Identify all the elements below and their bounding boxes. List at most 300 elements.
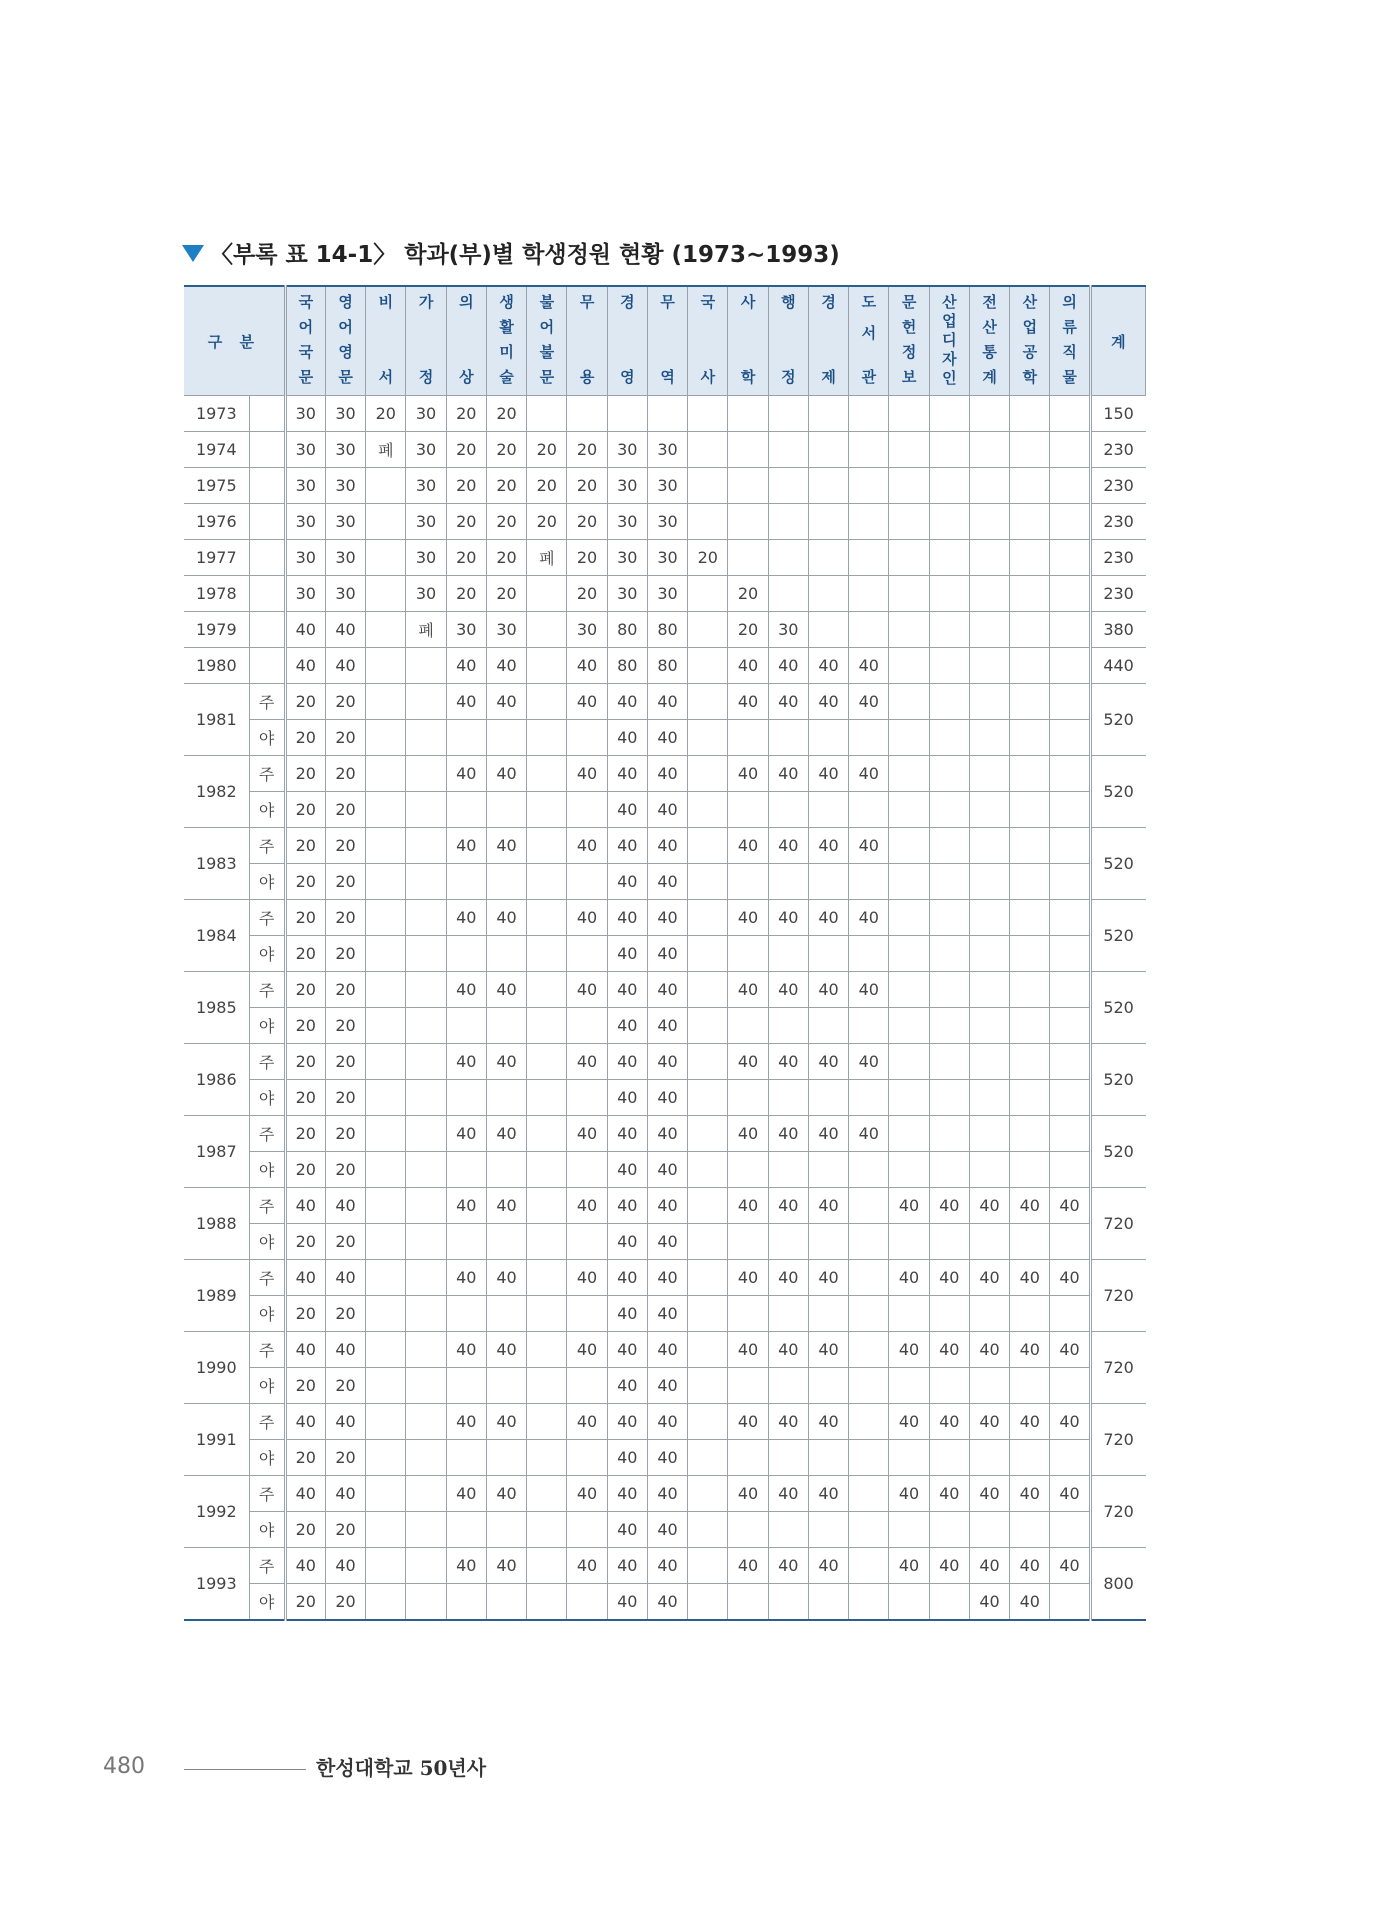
quota-cell: 30 [647,540,687,576]
quota-cell [1050,828,1090,864]
quota-cell [929,1368,969,1404]
header-char: 도 [861,293,877,311]
quota-cell: 20 [285,864,325,900]
quota-cell: 20 [325,1584,365,1621]
quota-cell: 30 [285,468,325,504]
quota-cell: 40 [607,864,647,900]
quota-cell [366,1080,406,1116]
quota-cell [446,1440,486,1476]
quota-cell: 40 [808,684,848,720]
quota-cell [808,936,848,972]
total-cell: 800 [1090,1548,1145,1621]
quota-cell [567,720,607,756]
quota-cell [527,1224,567,1260]
quota-cell: 30 [325,432,365,468]
quota-cell: 40 [647,684,687,720]
quota-cell [486,1512,526,1548]
quota-cell: 80 [647,612,687,648]
quota-cell [929,720,969,756]
total-cell: 520 [1090,1044,1145,1116]
quota-cell [1050,648,1090,684]
header-char: 디 [942,331,957,349]
quota-cell: 30 [607,504,647,540]
quota-cell [768,1368,808,1404]
total-cell: 380 [1090,612,1145,648]
quota-cell [969,684,1009,720]
quota-cell [366,1260,406,1296]
table-row [184,936,1146,972]
quota-cell: 40 [607,828,647,864]
header-char: 영 [620,367,635,386]
quota-cell [486,720,526,756]
year-cell: 1976 [184,504,249,540]
table-header-row [184,286,1146,396]
quota-cell: 20 [285,1296,325,1332]
quota-cell: 20 [285,720,325,756]
table-row [184,756,1146,792]
quota-cell: 40 [849,1044,889,1080]
quota-cell [969,1152,1009,1188]
quota-cell: 40 [285,612,325,648]
quota-cell: 40 [567,900,607,936]
table-row [184,972,1146,1008]
quota-cell [688,1332,728,1368]
quota-cell [688,612,728,648]
quota-cell [446,720,486,756]
quota-cell [929,1152,969,1188]
table-title [182,232,840,272]
quota-cell [768,792,808,828]
quota-cell: 40 [607,684,647,720]
quota-cell: 40 [325,1404,365,1440]
total-cell: 520 [1090,972,1145,1044]
quota-cell: 40 [446,1476,486,1512]
quota-cell [366,1224,406,1260]
quota-cell: 40 [849,1116,889,1152]
header-char: 문 [901,293,917,311]
quota-cell: 40 [647,828,687,864]
quota-cell: 20 [728,576,768,612]
quota-cell [1050,540,1090,576]
quota-cell [688,1368,728,1404]
quota-cell: 40 [607,1224,647,1260]
quota-cell [969,396,1009,432]
header-char: 비 [378,293,394,311]
quota-cell: 40 [325,1476,365,1512]
quota-cell: 40 [728,1188,768,1224]
quota-cell [567,396,607,432]
quota-cell: 40 [728,1260,768,1296]
quota-cell [808,1224,848,1260]
quota-cell [366,1548,406,1584]
quota-cell: 20 [446,468,486,504]
quota-cell [688,1296,728,1332]
quota-cell [1010,864,1050,900]
session-cell: 야 [249,1512,285,1548]
quota-cell [688,576,728,612]
quota-cell: 40 [768,648,808,684]
quota-cell [889,1368,929,1404]
total-cell: 440 [1090,648,1145,684]
quota-cell: 40 [647,972,687,1008]
quota-cell [929,1044,969,1080]
header-department [285,286,325,396]
quota-cell [849,504,889,540]
quota-cell [808,1584,848,1621]
quota-cell [688,1260,728,1296]
quota-cell: 40 [486,972,526,1008]
quota-cell [849,720,889,756]
quota-cell [406,972,446,1008]
quota-cell: 20 [325,1044,365,1080]
quota-cell [768,864,808,900]
quota-cell [446,1296,486,1332]
quota-cell: 20 [486,540,526,576]
quota-cell: 40 [567,1548,607,1584]
quota-cell: 40 [607,756,647,792]
quota-cell [527,900,567,936]
quota-cell [849,1548,889,1584]
total-cell: 520 [1090,900,1145,972]
quota-cell [527,792,567,828]
header-department [527,286,567,396]
quota-cell [889,792,929,828]
quota-cell: 40 [647,720,687,756]
quota-cell [406,936,446,972]
quota-cell: 40 [808,828,848,864]
quota-cell: 20 [527,468,567,504]
year-cell: 1991 [184,1404,249,1476]
table-row [184,1224,1146,1260]
quota-cell [688,1044,728,1080]
header-char: 국 [700,293,716,311]
total-cell: 720 [1090,1332,1145,1404]
quota-cell: 30 [325,540,365,576]
quota-cell: 40 [325,1188,365,1224]
table-row [184,612,1146,648]
session-cell [249,504,285,540]
quota-cell [969,1080,1009,1116]
header-char: 산 [942,293,957,311]
table-row [184,828,1146,864]
quota-cell: 40 [446,648,486,684]
quota-cell [1010,1224,1050,1260]
quota-cell [527,1152,567,1188]
quota-cell: 40 [446,756,486,792]
quota-cell [969,612,1009,648]
quota-cell: 20 [486,432,526,468]
quota-cell [486,1152,526,1188]
quota-cell: 40 [929,1404,969,1440]
quota-cell: 40 [486,828,526,864]
quota-cell [1050,1440,1090,1476]
table-row [184,864,1146,900]
quota-cell [889,684,929,720]
header-char: 경 [821,293,836,311]
quota-cell [1050,792,1090,828]
header-char: 무 [660,293,675,311]
quota-cell: 80 [607,648,647,684]
quota-cell [1010,828,1050,864]
quota-cell: 40 [728,1116,768,1152]
quota-cell: 40 [768,684,808,720]
quota-cell [889,396,929,432]
quota-cell: 40 [567,684,607,720]
quota-cell [929,936,969,972]
quota-cell: 40 [607,900,647,936]
quota-cell: 20 [325,1116,365,1152]
quota-cell [688,828,728,864]
quota-cell [406,900,446,936]
quota-cell [567,1152,607,1188]
year-cell: 1987 [184,1116,249,1188]
header-char: 통 [982,343,997,361]
quota-cell: 20 [325,1368,365,1404]
book-title: 한성대학교 50년사 [316,1756,487,1780]
header-department [446,286,486,396]
quota-cell: 20 [285,936,325,972]
quota-cell: 20 [285,828,325,864]
quota-cell: 40 [325,648,365,684]
quota-cell: 40 [607,1440,647,1476]
quota-cell: 40 [486,900,526,936]
quota-cell: 40 [1050,1188,1090,1224]
total-cell: 520 [1090,1116,1145,1188]
quota-cell [849,612,889,648]
quota-cell: 40 [1010,1584,1050,1621]
quota-cell [527,828,567,864]
quota-cell [808,1440,848,1476]
quota-cell [969,576,1009,612]
quota-cell [688,900,728,936]
quota-cell: 40 [768,1260,808,1296]
quota-cell [1010,1296,1050,1332]
quota-cell: 폐 [366,432,406,468]
header-char: 문 [338,368,353,386]
quota-cell [366,1440,406,1476]
quota-cell [688,1008,728,1044]
quota-cell [1050,756,1090,792]
quota-cell: 40 [567,1044,607,1080]
quota-cell: 40 [647,1440,687,1476]
quota-cell: 40 [728,1404,768,1440]
quota-cell [688,648,728,684]
quota-cell [1050,1368,1090,1404]
quota-cell [486,1584,526,1621]
quota-cell [366,900,406,936]
quota-cell: 40 [285,648,325,684]
quota-cell: 40 [647,1008,687,1044]
quota-cell: 20 [446,432,486,468]
quota-cell [1010,1008,1050,1044]
quota-cell [1010,648,1050,684]
quota-cell [527,1116,567,1152]
quota-cell [849,1224,889,1260]
total-cell: 230 [1090,432,1145,468]
quota-cell: 40 [768,1476,808,1512]
table-row [184,1332,1146,1368]
quota-cell [728,1512,768,1548]
quota-cell [446,1512,486,1548]
session-cell: 야 [249,1368,285,1404]
quota-cell [728,936,768,972]
quota-cell: 30 [486,612,526,648]
header-char: 의 [459,293,474,311]
quota-cell [969,936,1009,972]
quota-cell: 폐 [527,540,567,576]
quota-cell [728,396,768,432]
quota-cell [1010,1080,1050,1116]
quota-cell: 40 [929,1188,969,1224]
quota-cell [728,468,768,504]
quota-cell: 20 [285,1008,325,1044]
quota-cell: 30 [607,576,647,612]
quota-cell [366,972,406,1008]
quota-cell: 40 [567,972,607,1008]
quota-cell: 40 [647,1188,687,1224]
header-char: 용 [579,367,595,386]
quota-cell: 20 [285,1512,325,1548]
quota-cell [929,540,969,576]
quota-cell [728,1368,768,1404]
session-cell: 야 [249,936,285,972]
quota-cell: 40 [567,1476,607,1512]
quota-cell [688,468,728,504]
quota-cell [688,1548,728,1584]
quota-cell [768,1008,808,1044]
total-cell: 720 [1090,1404,1145,1476]
quota-cell [688,504,728,540]
quota-cell [929,1008,969,1044]
quota-cell [969,972,1009,1008]
header-char: 관 [861,367,877,386]
quota-cell [808,1152,848,1188]
quota-cell [1050,468,1090,504]
quota-cell [849,1152,889,1188]
quota-cell [889,972,929,1008]
quota-cell [808,1008,848,1044]
quota-cell: 40 [486,1116,526,1152]
quota-cell: 20 [325,864,365,900]
header-department [647,286,687,396]
quota-cell: 20 [285,756,325,792]
table-row [184,648,1146,684]
quota-cell [768,1224,808,1260]
quota-cell [768,936,808,972]
quota-cell [728,1296,768,1332]
quota-cell: 40 [808,756,848,792]
quota-cell: 40 [647,1260,687,1296]
quota-cell: 40 [285,1548,325,1584]
quota-cell [366,576,406,612]
table-row [184,1476,1146,1512]
session-cell: 야 [249,1080,285,1116]
quota-cell: 20 [285,684,325,720]
quota-cell: 40 [647,1152,687,1188]
quota-cell [1010,756,1050,792]
quota-cell [849,1296,889,1332]
quota-cell: 20 [325,1008,365,1044]
quota-cell [406,1080,446,1116]
quota-cell [969,864,1009,900]
header-char: 계 [982,368,997,386]
quota-cell: 30 [406,540,446,576]
quota-cell: 30 [768,612,808,648]
quota-cell [808,576,848,612]
quota-cell: 40 [647,1548,687,1584]
quota-cell: 40 [728,684,768,720]
quota-cell [929,612,969,648]
quota-cell: 40 [446,900,486,936]
header-char: 물 [1062,368,1077,386]
quota-cell: 40 [849,828,889,864]
quota-cell: 40 [808,1332,848,1368]
quota-cell [406,1224,446,1260]
quota-cell [527,684,567,720]
quota-cell: 40 [446,972,486,1008]
header-department [406,286,446,396]
quota-cell [567,1368,607,1404]
quota-cell [889,648,929,684]
quota-cell [808,720,848,756]
quota-cell [527,1368,567,1404]
quota-cell [929,756,969,792]
quota-cell [406,1548,446,1584]
quota-cell [849,1404,889,1440]
quota-cell [728,1584,768,1621]
quota-cell [1050,1152,1090,1188]
quota-cell [688,792,728,828]
header-char: 정 [781,367,796,386]
quota-cell: 40 [325,612,365,648]
session-cell: 주 [249,1332,285,1368]
quota-cell: 30 [285,432,325,468]
quota-cell [768,396,808,432]
quota-cell [446,1368,486,1404]
quota-cell [688,1584,728,1621]
total-cell: 720 [1090,1188,1145,1260]
header-char: 미 [499,343,514,361]
quota-cell [406,1368,446,1404]
quota-cell [688,1224,728,1260]
quota-cell [969,1116,1009,1152]
header-department [969,286,1009,396]
quota-cell [1050,864,1090,900]
quota-cell [1010,1152,1050,1188]
quota-cell [889,504,929,540]
quota-cell: 40 [486,648,526,684]
quota-cell: 20 [567,432,607,468]
quota-cell [808,504,848,540]
header-char: 류 [1062,318,1077,336]
header-char: 의 [1062,293,1077,311]
quota-cell: 30 [406,432,446,468]
quota-cell [527,1296,567,1332]
quota-cell: 40 [325,1332,365,1368]
quota-cell: 30 [647,576,687,612]
quota-cell [527,576,567,612]
quota-cell: 40 [969,1548,1009,1584]
quota-cell: 40 [849,684,889,720]
year-cell: 1979 [184,612,249,648]
year-cell: 1981 [184,684,249,756]
header-char: 영 [338,343,353,361]
quota-cell: 20 [285,972,325,1008]
quota-cell [446,1080,486,1116]
table-title-text: 〈부록 표 14-1〉 학과(부)별 학생정원 현황 (1973∼1993) [210,241,840,268]
quota-cell [527,1548,567,1584]
quota-cell [688,720,728,756]
